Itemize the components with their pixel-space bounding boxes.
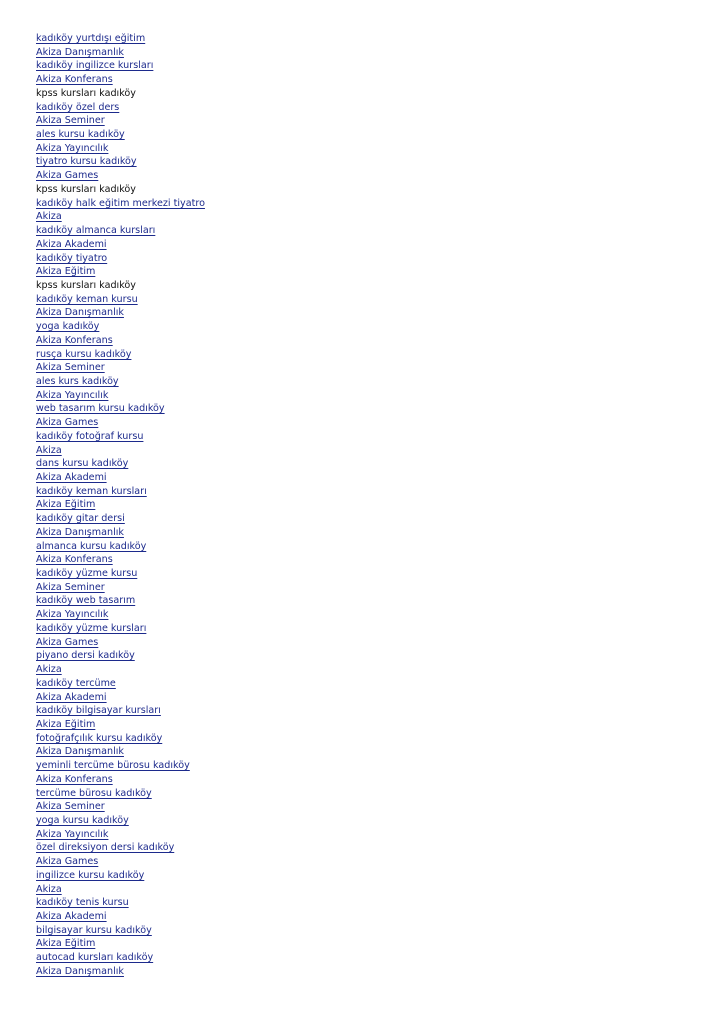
text-link[interactable]: Akiza Akademi [36, 691, 107, 703]
list-item [36, 59, 205, 73]
text-link[interactable]: Akiza Games [36, 170, 99, 182]
list-item [36, 210, 205, 224]
text-link[interactable]: Akiza Konferans [36, 74, 113, 86]
list-item [36, 745, 205, 759]
list-item [36, 636, 205, 650]
text-link[interactable]: kadıköy halk eğitim merkezi tiyatro [36, 197, 205, 209]
list-item [36, 444, 205, 458]
plain-text-line: kpss kursları kadıköy [36, 279, 136, 291]
text-link[interactable]: dans kursu kadıköy [36, 458, 129, 470]
text-link[interactable]: kadıköy keman kursu [36, 293, 138, 305]
plain-text-line: kpss kursları kadıköy [36, 87, 136, 99]
list-item [36, 265, 205, 279]
list-item [36, 677, 205, 691]
list-item [36, 101, 205, 115]
text-link[interactable]: kadıköy yüzme kursu [36, 568, 138, 580]
text-link[interactable]: Akiza Eğitim [36, 266, 96, 278]
text-link[interactable]: Akiza Seminer [36, 801, 105, 813]
text-link[interactable]: Akiza Games [36, 636, 99, 648]
text-link[interactable]: kadıköy web tasarım [36, 595, 136, 607]
text-link[interactable]: ales kurs kadıköy [36, 375, 119, 387]
list-item [36, 540, 205, 554]
list-item [36, 293, 205, 307]
text-link[interactable]: fotoğrafçılık kursu kadıköy [36, 732, 163, 744]
list-item [36, 252, 205, 266]
list-item [36, 951, 205, 965]
text-link[interactable]: Akiza Danışmanlık [36, 307, 124, 319]
list-item [36, 567, 205, 581]
text-link[interactable]: ales kursu kadıköy [36, 129, 125, 141]
text-link[interactable]: Akiza Yayıncılık [36, 142, 109, 154]
list-item [36, 910, 205, 924]
list-item [36, 663, 205, 677]
text-link[interactable]: Akiza Games [36, 417, 99, 429]
list-item [36, 320, 205, 334]
text-link[interactable]: almanca kursu kadıköy [36, 540, 147, 552]
list-item [36, 965, 205, 979]
list-item [36, 457, 205, 471]
list-item [36, 334, 205, 348]
text-link[interactable]: Akiza Akademi [36, 472, 107, 483]
list-item [36, 183, 205, 197]
text-link[interactable]: kadıköy keman kursları [36, 485, 147, 497]
list-item [36, 142, 205, 156]
text-link[interactable]: bilgisayar kursu kadıköy [36, 924, 152, 936]
text-link[interactable]: kadıköy yüzme kursları [36, 622, 147, 634]
list-item [36, 691, 205, 705]
text-link[interactable]: piyano dersi kadıköy [36, 650, 135, 662]
list-item [36, 937, 205, 951]
text-link[interactable]: Akiza [36, 211, 62, 223]
text-link[interactable]: Akiza Danışmanlık [36, 526, 124, 538]
text-link[interactable]: kadıköy tenis kursu [36, 897, 129, 909]
text-link[interactable]: kadıköy tercüme [36, 677, 116, 689]
text-link[interactable]: özel direksiyon dersi kadıköy [36, 842, 175, 854]
list-item [36, 896, 205, 910]
list-item [36, 348, 205, 362]
text-link[interactable]: Akiza Danışmanlık [36, 746, 124, 758]
text-link[interactable]: kadıköy tiyatro [36, 252, 108, 264]
list-item [36, 279, 205, 293]
list-item [36, 594, 205, 608]
text-link[interactable]: Akiza [36, 883, 62, 895]
list-item [36, 73, 205, 87]
list-item [36, 773, 205, 787]
list-item [36, 485, 205, 499]
text-link[interactable]: Akiza Danışmanlık [36, 965, 124, 977]
text-link[interactable]: Akiza Yayıncılık [36, 609, 109, 621]
list-item [36, 224, 205, 238]
list-item [36, 855, 205, 869]
text-link[interactable]: kadıköy fotoğraf kursu [36, 430, 144, 442]
text-link[interactable]: kadıköy yurtdışı eğitim [36, 33, 146, 44]
text-link[interactable]: yoga kadıköy [36, 321, 100, 333]
text-link[interactable]: ingilizce kursu kadıköy [36, 869, 145, 881]
text-link[interactable]: Akiza Akademi [36, 238, 107, 250]
list-item [36, 306, 205, 320]
list-item [36, 718, 205, 732]
list-item [36, 46, 205, 60]
list-item [36, 704, 205, 718]
text-link[interactable]: Akiza Games [36, 856, 99, 868]
text-link[interactable]: Akiza Yayıncılık [36, 389, 109, 401]
text-link[interactable]: kadıköy almanca kursları [36, 225, 156, 237]
text-link[interactable]: Akiza Yayıncılık [36, 828, 109, 840]
list-item [36, 787, 205, 801]
list-item [36, 649, 205, 663]
link-list [36, 32, 205, 979]
list-item [36, 197, 205, 211]
list-item [36, 924, 205, 938]
text-link[interactable]: kadıköy bilgisayar kursları [36, 705, 161, 717]
list-item [36, 430, 205, 444]
list-item [36, 87, 205, 101]
text-link[interactable]: Akiza [36, 444, 62, 456]
text-link[interactable]: autocad kursları kadıköy [36, 952, 154, 964]
text-link[interactable]: Akiza Seminer [36, 581, 105, 593]
text-link[interactable]: rusça kursu kadıköy [36, 348, 132, 360]
list-item [36, 814, 205, 828]
list-item [36, 828, 205, 842]
text-link[interactable]: kadıköy gitar dersi [36, 513, 125, 525]
text-link[interactable]: Akiza Akademi [36, 911, 107, 922]
list-item [36, 581, 205, 595]
list-item [36, 128, 205, 142]
text-link[interactable]: kadıköy ingilizce kursları [36, 60, 154, 72]
list-item [36, 402, 205, 416]
text-link[interactable]: Akiza Eğitim [36, 938, 96, 950]
list-item [36, 498, 205, 512]
text-link[interactable]: Akiza Eğitim [36, 718, 96, 730]
text-link[interactable]: yeminli tercüme bürosu kadıköy [36, 760, 190, 772]
list-item [36, 375, 205, 389]
list-item [36, 361, 205, 375]
list-item [36, 512, 205, 526]
text-link[interactable]: tercüme bürosu kadıköy [36, 787, 152, 799]
plain-text-line: kpss kursları kadıköy [36, 183, 136, 195]
text-link[interactable]: Akiza Eğitim [36, 499, 96, 511]
list-item [36, 800, 205, 814]
list-item [36, 526, 205, 540]
text-link[interactable]: Akiza Konferans [36, 773, 113, 785]
list-item [36, 759, 205, 773]
list-item [36, 841, 205, 855]
list-item [36, 883, 205, 897]
list-item [36, 553, 205, 567]
text-link[interactable]: Akiza Konferans [36, 334, 113, 346]
list-item [36, 608, 205, 622]
list-item [36, 416, 205, 430]
list-item [36, 238, 205, 252]
text-link[interactable]: yoga kursu kadıköy [36, 814, 129, 826]
list-item [36, 32, 205, 46]
text-link[interactable]: web tasarım kursu kadıköy [36, 403, 165, 415]
list-item [36, 114, 205, 128]
list-item [36, 155, 205, 169]
list-item [36, 732, 205, 746]
list-item [36, 471, 205, 485]
text-link[interactable]: Akiza Seminer [36, 115, 105, 127]
text-link[interactable]: Akiza Konferans [36, 554, 113, 566]
list-item [36, 389, 205, 403]
text-link[interactable]: tiyatro kursu kadıköy [36, 156, 137, 168]
list-item [36, 169, 205, 183]
text-link[interactable]: Akiza [36, 664, 62, 676]
list-item [36, 869, 205, 883]
text-link[interactable]: kadıköy özel ders [36, 101, 120, 113]
text-link[interactable]: Akiza Danışmanlık [36, 46, 124, 58]
list-item [36, 622, 205, 636]
text-link[interactable]: Akiza Seminer [36, 362, 105, 374]
